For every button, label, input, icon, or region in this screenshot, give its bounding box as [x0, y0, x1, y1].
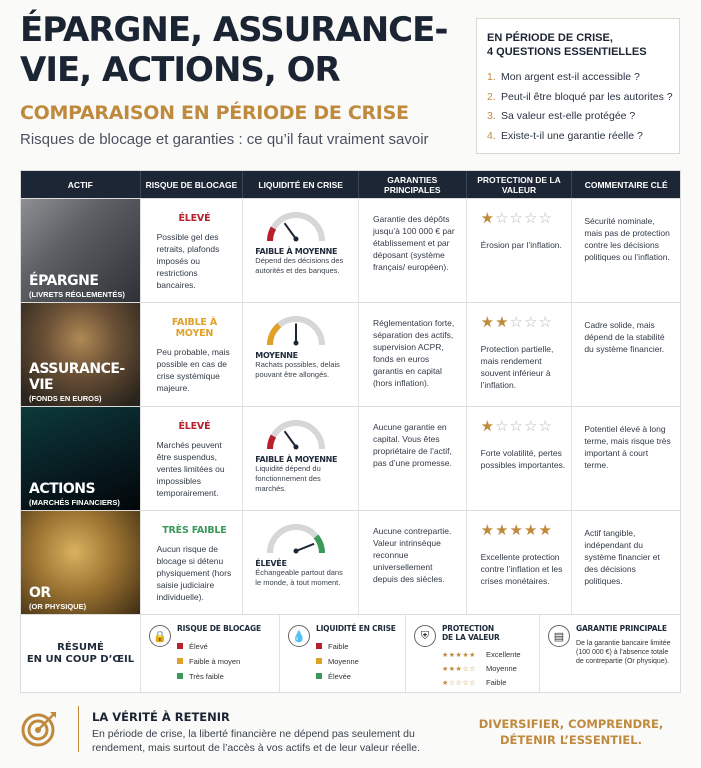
protection-stars [481, 419, 566, 435]
star-icon: ☆ [495, 418, 510, 435]
lock-icon: 🔒 [149, 625, 171, 647]
star-icon: ★ [480, 522, 496, 539]
questions-box [476, 18, 680, 154]
guarantees-cell: Garantie des dépôts jusqu’à 100 000 € par établissement et par déposant (système français/ européen). [359, 199, 467, 302]
star-icon: ★ [509, 522, 524, 539]
table-header [21, 171, 680, 198]
question-item: 4. Existe-t-il une garantie réelle ? [487, 129, 643, 142]
header-blocking-risk: RISQUE DE BLOCAGE [141, 171, 244, 198]
asset-cell [21, 407, 141, 510]
star-icon: ☆ [538, 314, 553, 331]
liquidity-description: Dépend des décisions des autorités et des banques. [255, 256, 344, 275]
liquidity-label: MOYENNE [255, 351, 298, 360]
star-icon: ☆ [523, 418, 539, 435]
star-icon: ☆ [538, 418, 553, 435]
footer-text: En période de crise, la liberté financière ne dépend pas seulement du rendement, mais surtout de l’accès à vos actifs et de leur valeur réelle. [92, 728, 420, 754]
liquidity-gauge [263, 415, 329, 453]
protection-stars [481, 315, 566, 331]
summary-title: RÉSUMÉ EN UN COUP D’ŒIL [21, 615, 141, 692]
header-asset: ACTIF [21, 171, 141, 198]
table-row [21, 510, 680, 614]
protection-stars [481, 523, 566, 539]
question-item: 3. Sa valeur est-elle protégée ? [487, 110, 636, 122]
question-item: 2. Peut-il être bloqué par les autorites ? [487, 90, 673, 103]
liquidity-cell [243, 407, 359, 510]
asset-subtitle: (FONDS EN EUROS) [29, 394, 102, 403]
asset-name: ASSURANCE-VIE [29, 361, 125, 393]
summary-blocking: 🔒 RISQUE DE BLOCAGE Élevé Faible à moyen Très faible [141, 615, 280, 692]
asset-name: ÉPARGNE [29, 273, 99, 289]
questions-list [487, 68, 673, 146]
asset-subtitle: (LIVRETS RÉGLEMENTÉS) [29, 290, 125, 299]
star-icon: ☆ [509, 314, 524, 331]
table-row [21, 302, 680, 406]
protection-cell [467, 407, 573, 510]
star-icon: ☆ [523, 210, 539, 227]
header-protection: PROTECTION DE LA VALEUR [467, 171, 573, 198]
risk-level: TRÈS FAIBLE [162, 525, 227, 536]
question-item: 1. Mon argent est-il accessible ? [487, 71, 640, 83]
header-liquidity: LIQUIDITÉ EN CRISE [243, 171, 359, 198]
page-subtitle: COMPARAISON EN PÉRIODE DE CRISE [20, 102, 409, 124]
header-guarantees: GARANTIES PRINCIPALES [359, 171, 467, 198]
header-comment: COMMENTAIRE CLÉ [584, 179, 668, 190]
liquidity-description: Liquidité dépend du fonctionnement des marchés. [255, 464, 321, 493]
liquidity-cell [243, 199, 359, 302]
document-icon: ▤ [548, 625, 570, 647]
comparison-table [20, 170, 681, 693]
guarantees-cell: Réglementation forte, séparation des actifs, supervision ACPR, fonds en euros garantis en capital (hors inflation). [359, 303, 467, 406]
star-icon: ★ [495, 522, 510, 539]
protection-description: Excellente protection contre l’inflation et les crises monétaires. [480, 552, 563, 586]
protection-description: Érosion par l’inflation. [480, 240, 562, 250]
risk-description: Marchés peuvent être suspendus, ventes limitées ou impossibles temporairement. [156, 440, 225, 498]
summary-guarantee: ▤ GARANTIE PRINCIPALE De la garantie bancaire limitée (100 000 €) à l’absence totale de contrepartie (Or physique). [540, 615, 680, 692]
protection-cell [467, 199, 573, 302]
page-tagline: Risques de blocage et garanties : ce qu’il faut vraiment savoir [20, 131, 429, 148]
star-icon: ☆ [523, 314, 539, 331]
asset-name: OR [29, 585, 51, 601]
asset-cell [21, 199, 141, 302]
star-icon: ★ [495, 314, 510, 331]
protection-description: Forte volatilité, pertes possibles importantes. [480, 448, 566, 470]
liquidity-label: ÉLEVÉE [255, 559, 287, 568]
star-icon: ☆ [538, 210, 553, 227]
gauge-needle [285, 431, 296, 447]
summary-row [21, 614, 680, 692]
liquidity-label: FAIBLE À MOYENNE [255, 455, 338, 464]
liquidity-gauge [263, 519, 329, 557]
gauge-needle [285, 223, 296, 239]
risk-level: ÉLEVÉ [178, 213, 211, 224]
target-icon [20, 708, 60, 748]
liquidity-description: Rachats possibles, delais pouvant être allongés. [255, 360, 340, 379]
risk-cell [141, 303, 244, 406]
protection-cell [467, 303, 573, 406]
asset-cell [21, 303, 141, 406]
star-icon: ☆ [495, 210, 510, 227]
risk-cell [141, 199, 244, 302]
asset-subtitle: (OR PHYSIQUE) [29, 602, 87, 611]
comment-cell: Cadre solide, mais dépend de la stabilité du système financier. [584, 320, 665, 354]
risk-level: FAIBLE À MOYEN [171, 317, 217, 339]
footer-motto: DIVERSIFIER, COMPRENDRE, DÉTENIR L’ESSENTIEL. [478, 717, 664, 747]
liquidity-cell [243, 511, 359, 614]
summary-liquidity: 💧 LIQUIDITÉ EN CRISE Faible Moyenne Élevée [280, 615, 406, 692]
asset-subtitle: (MARCHÉS FINANCIERS) [29, 498, 120, 507]
liquidity-description: Échangeable partout dans le monde, à tout moment. [255, 568, 343, 587]
guarantees-cell: Aucune garantie en capital. Vous êtes propriétaire de l’actif, pas d’une promesse. [359, 407, 467, 510]
star-icon: ☆ [509, 210, 524, 227]
risk-level: ÉLEVÉ [178, 421, 211, 432]
liquidity-gauge [263, 207, 329, 245]
guarantees-cell: Aucune contrepartie. Valeur intrinsèque reconnue universellement depuis des siècles. [359, 511, 467, 614]
star-icon: ★ [480, 314, 496, 331]
comment-cell: Potentiel élevé à long terme, mais risque très important à court terme. [584, 424, 671, 470]
footer [20, 700, 681, 760]
comment-cell: Actif tangible, indépendant du système financier et des décisions politiques. [584, 528, 660, 586]
footer-title: LA VÉRITÉ À RETENIR [92, 710, 230, 724]
comment-cell: Sécurité nominale, mais pas de protection contre les décisions politiques ou l’inflation. [584, 216, 670, 262]
questions-title: EN PÉRIODE DE CRISE, 4 QUESTIONS ESSENTIELLES [487, 32, 647, 58]
page-title: ÉPARGNE, ASSURANCE-VIE, ACTIONS, OR [20, 10, 448, 90]
liquidity-label: FAIBLE À MOYENNE [255, 247, 338, 256]
shield-icon: ⛨ [414, 625, 436, 647]
risk-description: Peu probable, mais possible en cas de crise systémique majeure. [156, 347, 230, 393]
star-icon: ★ [538, 522, 553, 539]
protection-stars [481, 211, 566, 227]
asset-cell [21, 511, 141, 614]
star-icon: ★ [523, 522, 539, 539]
table-row [21, 198, 680, 302]
star-icon: ☆ [509, 418, 524, 435]
risk-cell [141, 407, 244, 510]
risk-description: Possible gel des retraits, plafonds imposés ou restrictions bancaires. [156, 232, 220, 290]
table-row [21, 406, 680, 510]
star-icon: ★ [480, 418, 496, 435]
protection-description: Protection partielle, mais rendement souvent inférieur à l’inflation. [480, 344, 554, 390]
asset-name: ACTIONS [29, 481, 96, 497]
risk-description: Aucun risque de blocage si détenu physiquement (hors saisie judiciaire individuelle). [156, 544, 232, 602]
summary-protection: ⛨ PROTECTION DE LA VALEUR ★★★★★ Excellente ★★★☆☆ Moyenne ★☆☆☆☆ Faible [406, 615, 540, 692]
star-icon: ★ [480, 210, 496, 227]
gauge-needle [296, 544, 314, 551]
liquidity-gauge [263, 311, 329, 349]
droplet-icon: 💧 [288, 625, 310, 647]
risk-cell [141, 511, 244, 614]
protection-cell [467, 511, 573, 614]
liquidity-cell [243, 303, 359, 406]
